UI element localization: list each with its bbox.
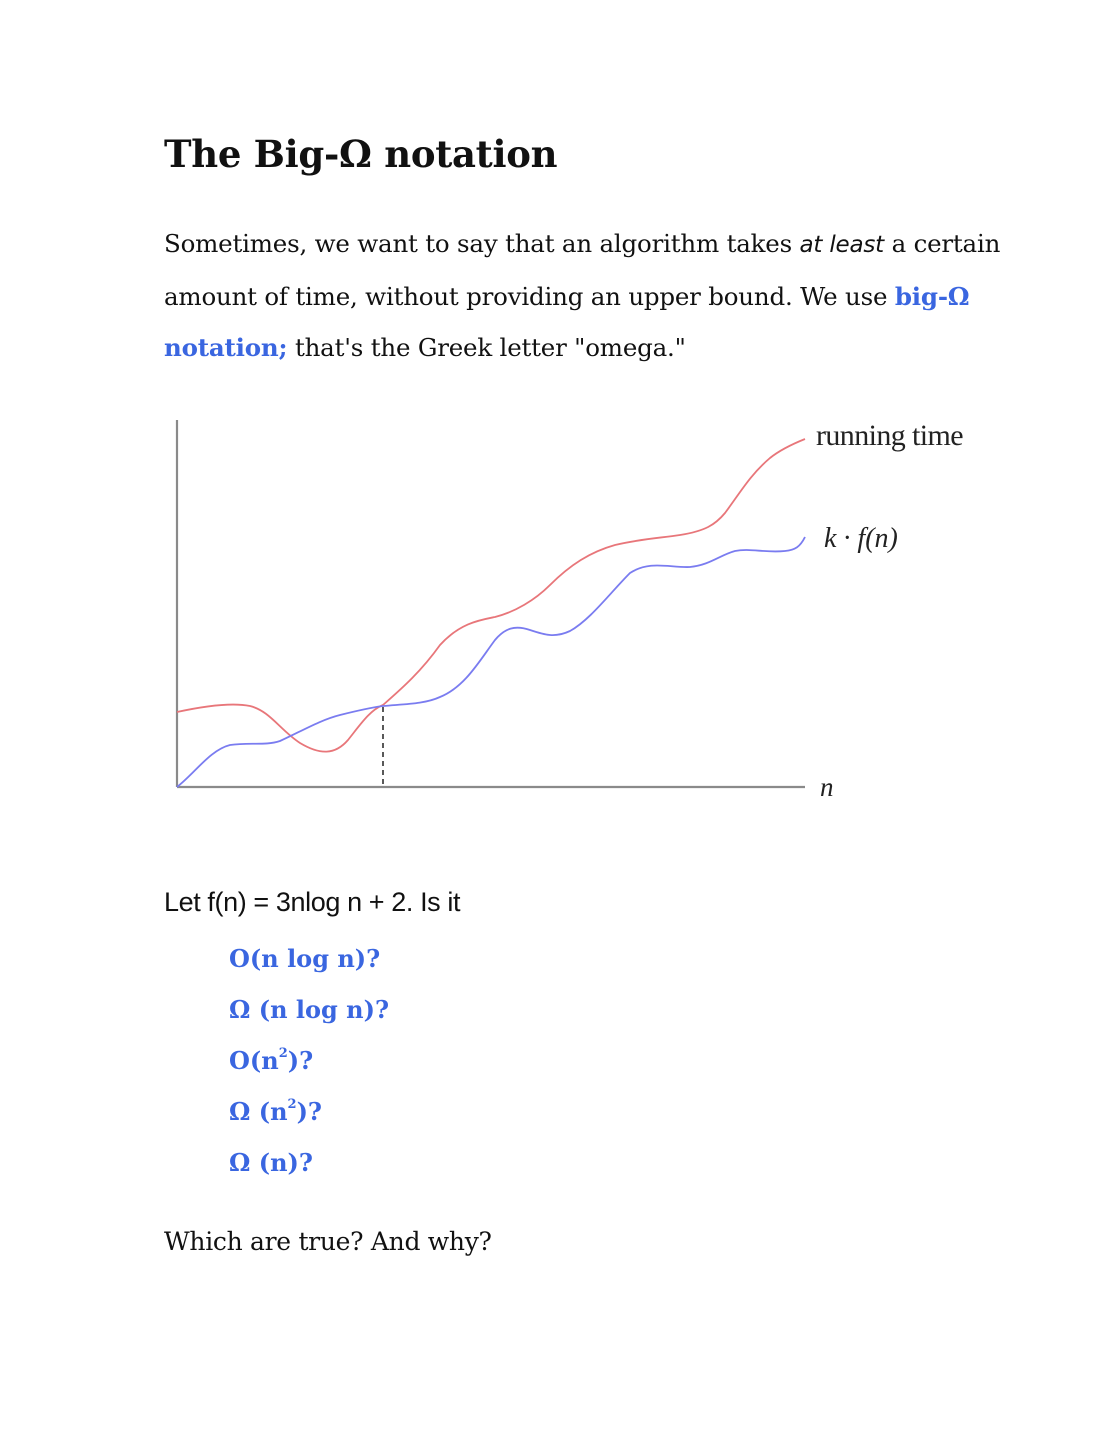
question-lead: Let f(n) = 3nlog n + 2. Is it <box>164 887 461 917</box>
option-text: O(n <box>229 1046 279 1075</box>
page-title: The Big-Ω notation <box>164 132 558 176</box>
big-omega-link[interactable]: big-Ω notation; <box>164 282 970 362</box>
option-big-o-n-squared[interactable] <box>229 1035 389 1086</box>
exponent: 2 <box>278 1046 288 1061</box>
intro-text-end: that's the Greek letter "omega." <box>287 333 686 362</box>
option-big-o-n-log-n[interactable]: O(n log n)? <box>229 944 381 973</box>
running-time-label: running time <box>816 419 963 452</box>
option-big-omega-n-log-n[interactable]: Ω (n log n)? <box>229 995 390 1024</box>
option-big-omega-n[interactable]: Ω (n)? <box>229 1148 313 1177</box>
big-omega-figure <box>160 405 1020 825</box>
exponent: 2 <box>287 1097 297 1112</box>
option-text: )? <box>296 1097 322 1126</box>
intro-emphasis: at least <box>799 232 884 258</box>
option-text: )? <box>287 1046 314 1075</box>
running-time-curve <box>177 439 805 752</box>
closing-question: Which are true? And why? <box>164 1227 492 1256</box>
bound-label: k · f(n) <box>824 523 898 554</box>
option-text: Ω (n <box>229 1097 288 1126</box>
intro-text-start: Sometimes, we want to say that an algorithm takes <box>164 229 800 258</box>
option-big-omega-n-squared[interactable] <box>229 1086 389 1137</box>
question-options <box>229 933 389 1188</box>
intro-text-middle: a certain amount of time, without providing an upper bound. We use <box>164 229 1001 311</box>
bound-curve <box>177 537 805 787</box>
intro-paragraph <box>164 218 1024 373</box>
x-axis-label: n <box>820 772 834 802</box>
